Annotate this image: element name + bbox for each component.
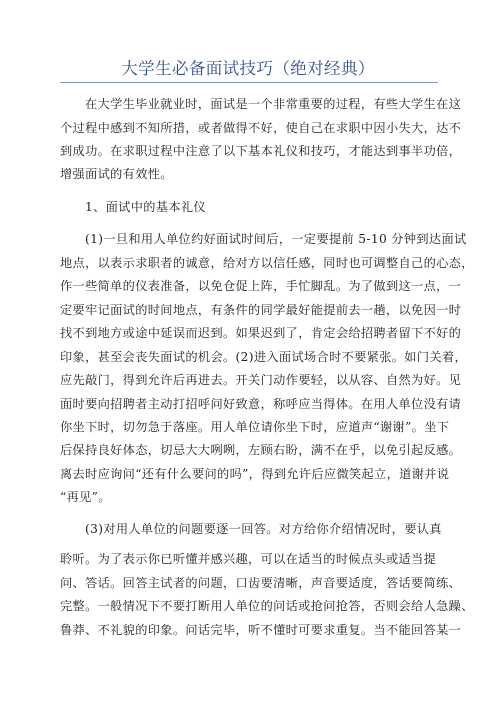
paragraph-line: 应先敲门，得到允许后再进去。开关门动作要轻，以从容、自然为好。见: [60, 373, 462, 387]
section-heading: 1、面试中的基本礼仪: [85, 200, 206, 214]
paragraph-line: 鲁莽、不礼貌的印象。问话完毕，听不懂时可要求重复。当不能回答某一: [60, 623, 462, 637]
paragraph-line: 离去时应询问“还有什么要问的吗”，得到允许后应微笑起立，道谢并说: [60, 467, 450, 481]
paragraph-line: 后保持良好体态，切忌大大咧咧，左顾右盼，满不在乎，以免引起反感。: [60, 443, 462, 457]
paragraph-line: (3)对用人单位的问题要逐一回答。对方给你介绍情况时，要认真: [85, 522, 442, 536]
paragraph-line: 作一些简单的仪表准备，以免仓促上阵，手忙脚乱。为了做到这一点，一: [60, 279, 462, 293]
paragraph-line: “再见”。: [60, 490, 111, 504]
paragraph-line: 到成功。在求职过程中注意了以下基本礼仪和技巧，才能达到事半功倍，: [60, 144, 462, 158]
paragraph-line: 地点，以表示求职者的诚意，给对方以信任感，同时也可调整自己的心态，: [60, 256, 474, 270]
paragraph-line: (1)一旦和用人单位约好面试时间后，一定要提前 5-10 分钟到达面试: [85, 232, 467, 246]
paragraph-line: 聆听。为了表示你已听懂并感兴趣，可以在适当的时候点头或适当提: [60, 552, 437, 566]
paragraph-line: 印象，甚至会丧失面试的机会。(2)进入面试场合时不要紧张。如门关着，: [60, 350, 467, 364]
paragraph-line: 问、答话。回答主试者的问题，口齿要清晰，声音要适度，答话要简练、: [60, 576, 462, 590]
paragraph-line: 完整。一般情况下不要打断用人单位的问话或抢问抢答，否则会给人急躁、: [60, 599, 474, 613]
paragraph-line: 增强面试的有效性。: [60, 167, 173, 181]
paragraph-line: 你坐下时，切勿急于落座。用人单位请你坐下时，应道声“谢谢”。坐下: [60, 420, 450, 434]
title-underline: [60, 82, 438, 83]
paragraph-line: 在大学生毕业就业时，面试是一个非常重要的过程，有些大学生在这: [85, 97, 462, 111]
paragraph-line: 定要牢记面试的时间地点，有条件的同学最好能提前去一趟，以免因一时: [60, 303, 462, 317]
paragraph-line: 找不到地方或途中延误而迟到。如果迟到了，肯定会给招聘者留下不好的: [60, 326, 462, 340]
document-title: 大学生必备面试技巧（绝对经典）: [121, 59, 375, 78]
paragraph-line: 个过程中感到不知所措，或者做得不好，使自己在求职中因小失大，达不: [60, 121, 462, 135]
paragraph-line: 面时要向招聘者主动打招呼问好致意，称呼应当得体。在用人单位没有请: [60, 397, 462, 411]
